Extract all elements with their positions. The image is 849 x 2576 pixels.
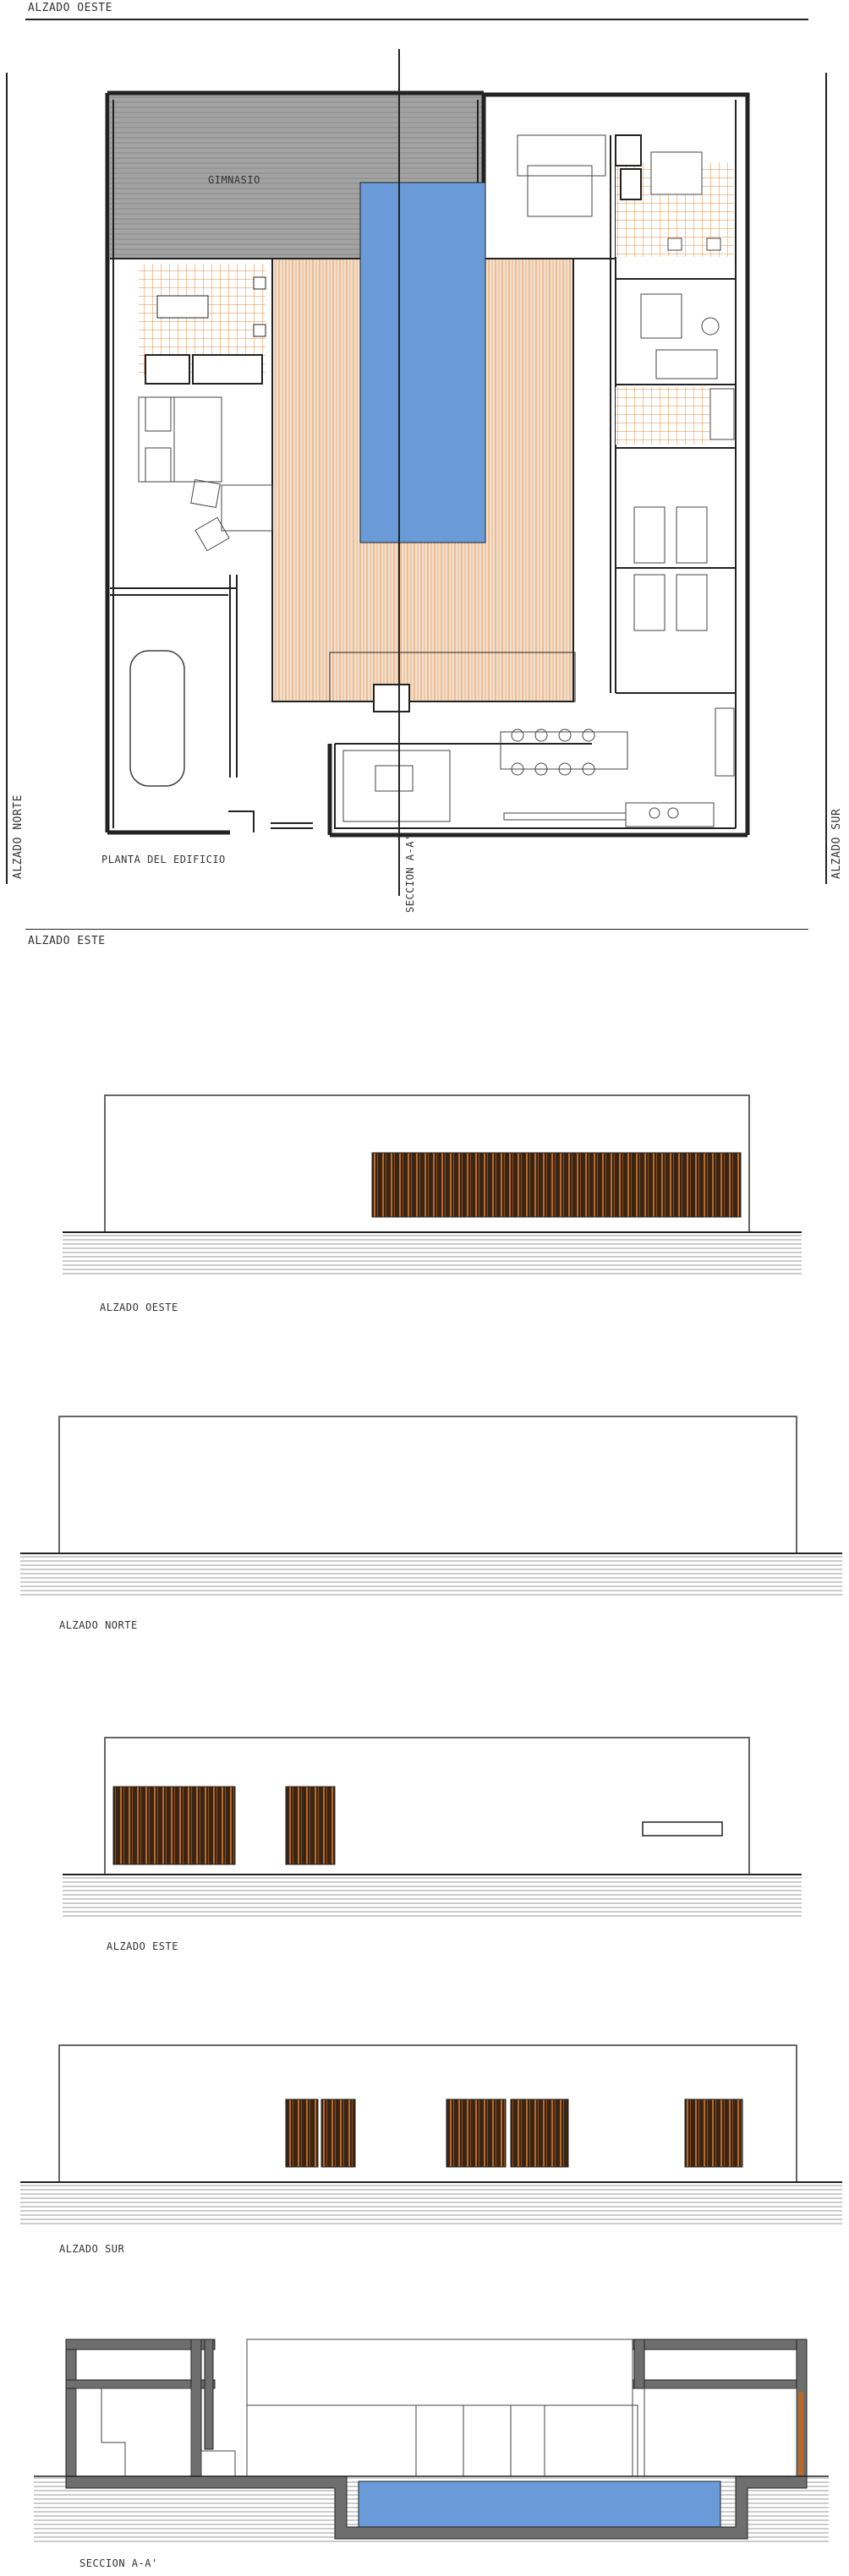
window: [643, 1822, 722, 1836]
car: [130, 651, 184, 786]
wood-screen: [372, 1153, 741, 1217]
label-alzado-norte: ALZADO NORTE: [12, 794, 25, 879]
wood-screen: [685, 2099, 742, 2167]
elevation-este: [0, 1724, 849, 1918]
wood-screen: [446, 2099, 506, 2167]
wood-screen: [113, 1787, 235, 1864]
label-seccion-plan: SECCION A-A': [404, 834, 416, 913]
label-planta: PLANTA DEL EDIFICIO: [101, 854, 226, 865]
ground: [20, 1555, 842, 1597]
wood-screen: [321, 2099, 355, 2167]
bath-right2-tiles: [616, 387, 710, 445]
ground: [63, 1234, 802, 1276]
ground: [63, 1876, 802, 1918]
pool: [360, 183, 485, 543]
title-alzado-oeste: ALZADO OESTE: [28, 2, 112, 14]
label-alzado-sur: ALZADO SUR: [830, 808, 843, 879]
section-aa: [0, 2316, 849, 2561]
section-pool: [359, 2481, 720, 2527]
wood-screen: [286, 2099, 318, 2167]
wood-screen: [286, 1787, 335, 1864]
label-alzado-este-plan: ALZADO ESTE: [28, 935, 106, 947]
ground: [20, 2184, 842, 2226]
floor-plan: [0, 0, 849, 930]
label-elev-norte: ALZADO NORTE: [59, 1619, 138, 1631]
label-elev-oeste: ALZADO OESTE: [100, 1302, 178, 1313]
elevation-sur: [0, 2032, 849, 2226]
label-seccion: SECCION A-A': [79, 2557, 158, 2569]
label-elev-sur: ALZADO SUR: [59, 2243, 125, 2255]
elevation-oeste: [0, 1082, 849, 1276]
elevation-norte: [0, 1403, 849, 1597]
label-elev-este: ALZADO ESTE: [107, 1940, 178, 1952]
label-gimnasio: GIMNASIO: [208, 174, 260, 186]
wood-screen: [511, 2099, 568, 2167]
